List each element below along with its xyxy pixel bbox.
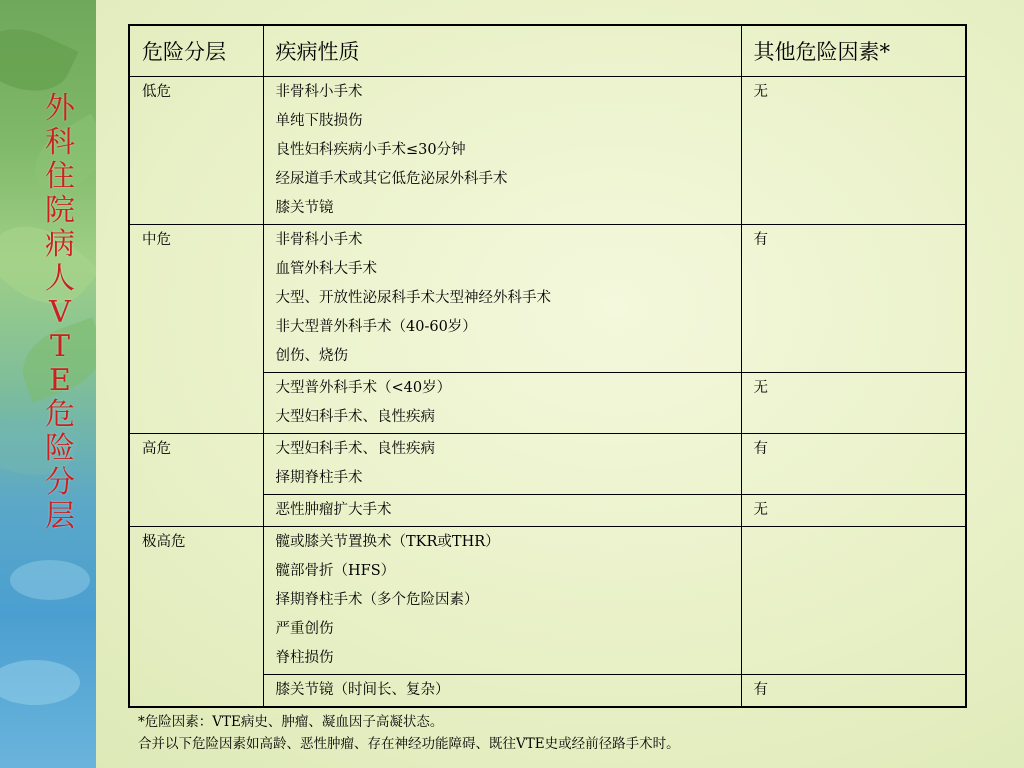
disease-item: 大型、开放性泌尿科手术大型神经外科手术 (275, 290, 551, 306)
other-risk-cell: 有 (741, 225, 966, 373)
other-risk-cell: 无 (741, 495, 966, 527)
disease-item: 经尿道手术或其它低危泌尿外科手术 (275, 171, 508, 187)
other-risk-cell: 有 (741, 675, 966, 708)
disease-item: 严重创伤 (275, 621, 334, 637)
risk-level-cell: 中危 (129, 225, 263, 434)
footnote-line-1: *危险因素：VTE病史、肿瘤、凝血因子高凝状态。 (138, 714, 444, 730)
table-row (129, 527, 966, 675)
table-row (129, 434, 966, 495)
disease-cell (263, 225, 741, 373)
header-disease-nature: 疾病性质 (263, 25, 741, 77)
disease-item: 恶性肿瘤扩大手术 (275, 502, 392, 518)
disease-item: 择期脊柱手术（多个危险因素） (275, 592, 479, 608)
risk-level-cell: 极高危 (129, 527, 263, 708)
disease-cell (263, 495, 741, 527)
table-row (129, 77, 966, 225)
footnote-line-2: 合并以下危险因素如高龄、恶性肿瘤、存在神经功能障碍、既往VTE史或经前径路手术时。 (138, 736, 680, 752)
water-ripple (10, 560, 90, 600)
other-risk-cell: 无 (741, 373, 966, 434)
disease-item: 髋或膝关节置换术（TKR或THR） (275, 534, 500, 550)
decorative-side-panel (0, 0, 96, 768)
disease-item: 单纯下肢损伤 (275, 113, 363, 129)
disease-cell (263, 434, 741, 495)
disease-cell (263, 373, 741, 434)
header-other-risk-factors: 其他危险因素* (741, 25, 966, 77)
side-title: 外科住院病人VTE危险分层 (45, 91, 75, 534)
risk-level-cell: 低危 (129, 77, 263, 225)
header-risk-level: 危险分层 (129, 25, 263, 77)
table-header-row (129, 25, 966, 77)
water-ripple (0, 660, 80, 705)
other-risk-cell (741, 527, 966, 675)
other-risk-cell: 无 (741, 77, 966, 225)
disease-item: 膝关节镜（时间长、复杂） (275, 682, 450, 698)
disease-item: 髋部骨折（HFS） (275, 563, 396, 579)
disease-item: 大型普外科手术（<40岁） (275, 380, 452, 396)
disease-item: 大型妇科手术、良性疾病 (275, 441, 435, 457)
other-risk-cell: 有 (741, 434, 966, 495)
footnote (138, 711, 680, 755)
disease-item: 膝关节镜 (275, 200, 334, 216)
table-row (129, 225, 966, 373)
risk-stratification-table (128, 24, 967, 708)
table-body (129, 77, 966, 708)
disease-cell (263, 77, 741, 225)
disease-item: 血管外科大手术 (275, 261, 377, 277)
disease-item: 良性妇科疾病小手术≤30分钟 (275, 142, 466, 158)
disease-item: 非大型普外科手术（40-60岁） (275, 319, 477, 335)
disease-item: 择期脊柱手术 (275, 470, 363, 486)
disease-cell (263, 527, 741, 675)
disease-item: 脊柱损伤 (275, 650, 334, 666)
disease-item: 非骨科小手术 (275, 232, 363, 248)
risk-level-cell: 高危 (129, 434, 263, 527)
disease-item: 创伤、烧伤 (275, 348, 348, 364)
disease-item: 非骨科小手术 (275, 84, 363, 100)
disease-item: 大型妇科手术、良性疾病 (275, 409, 435, 425)
disease-cell (263, 675, 741, 708)
